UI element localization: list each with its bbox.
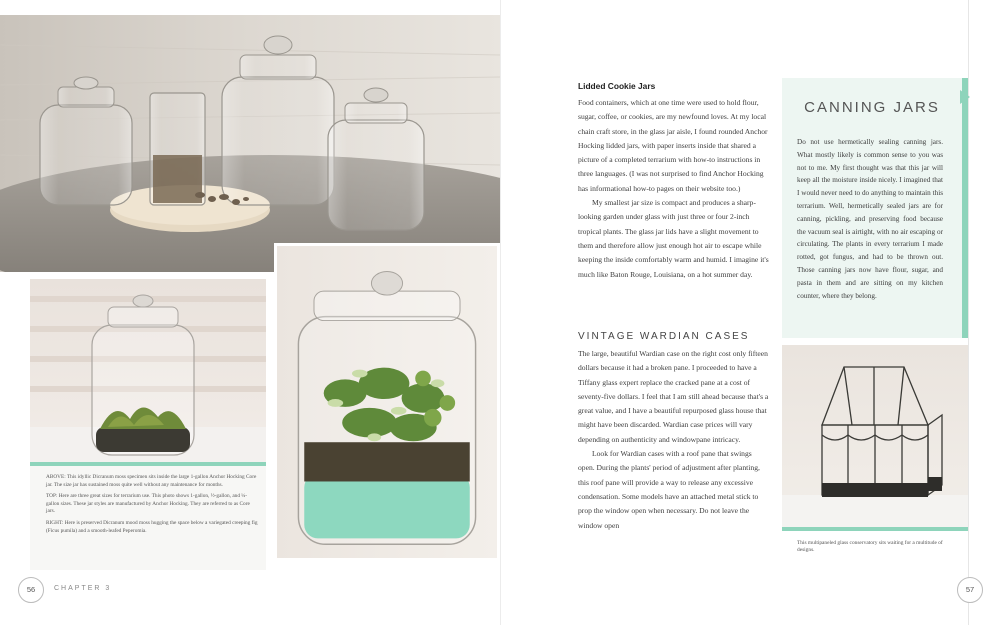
- three-glass-jars-photo: [0, 15, 500, 272]
- spread-divider: [500, 0, 501, 625]
- body-column-wardian: [578, 347, 770, 533]
- sidebar-title: CANNING JARS: [804, 99, 940, 116]
- page-number-right: 57: [957, 577, 983, 603]
- page-number-left: 56: [18, 577, 44, 603]
- caption-wardian: This multipaneled glass conservatory sits waiting for a multitude of designs.: [797, 540, 943, 554]
- chapter-label: CHAPTER 3: [54, 585, 112, 592]
- wardian-case-photo: [782, 345, 968, 527]
- sidebar-body: Do not use hermetically sealing canning jars. What mostly likely is common sense to you was not to me. My first thought was that this jar will keep all the moisture inside nicely. I imagined that I would never need to do anything to maintain this terrarium. Well, hermetically sealed jars are for canning, pickling, and preserving food because the vacuum seal is airtight, with no air escaping or circulating. The plants in every terrarium I made rotted, got fungus, and had to be thrown out. Those canning jars now have flour, sugar, and pasta in them and are sitting on my kitchen counter, where they belong.: [797, 138, 943, 300]
- section-heading-cookie-jars: Lidded Cookie Jars: [578, 81, 656, 91]
- paragraph-1: Food containers, which at one time were used to hold flour, sugar, coffee, or cookies, are my newfound loves. At my local chain craft store, in the glass jar aisle, I found rounded Anchor Hocking lidded jars, with paper inserts inside that shared a picture of a completed terrarium with how-to instructions in three languages. (I was not surprised to find Anchor Hocking has informational how-to pages on their website too.): [578, 98, 768, 193]
- moss-jar-photo: [30, 279, 266, 462]
- fern-jar-photo: [274, 243, 500, 561]
- wardian-caption-accent-bar: [782, 527, 968, 531]
- paragraph-3: The large, beautiful Wardian case on the right cost only fifteen dollars because it had a broken pane. I proceeded to have a Tiffany glass expert replace the cracked pane at a cost of seventy-five dollars. I feel that I am still ahead because that's a great value, and I have a beautiful repurposed glass house that might have been discarded. Wardian case prices will vary depending on authenticity and windowpane intricacy.: [578, 349, 769, 444]
- caption-top: TOP: Here are three great sizes for terrarium use. This photo shows 1-gallon, ½-gallon, and ¼-gallon sizes. These jar styles are manufactured by Anchor Hocking. They are referred to as Core jars.: [46, 493, 250, 515]
- section-heading-wardian: VINTAGE WARDIAN CASES: [578, 331, 750, 342]
- body-column-cookie-jars: [578, 96, 770, 282]
- paragraph-2: My smallest jar size is compact and produces a sharp-looking garden under glass with just three or four 2-inch tropical plants. The glass jar lids have a slight movement to them and therefore allow just enough hot air to escape while keeping the inside comfortably warm and humid. I imagine it's much like Baton Rouge, Louisiana, on a hot summer day.: [578, 198, 769, 279]
- sidebar-accent-stripe: [962, 78, 968, 338]
- photo-captions: [30, 466, 266, 570]
- paragraph-4: Look for Wardian cases with a roof pane that swings open. During the plants' period of adjustment after planting, this roof pane will provide a way to release any excessive condensation. Some models have an attached metal stick to prop the window open when necessary. Do not leave the window open: [578, 449, 760, 530]
- caption-right: RIGHT: Here is preserved Dicranum mood moss hugging the space below a variegated creeping fig (Ficus pumila) and a smooth-leafed Peperomia.: [46, 519, 258, 534]
- caption-above: ABOVE: This idyllic Dicranum moss specimen sits inside the large 1-gallon Anchor Hocking Core jar. The size jar has sustained moss quite well without any maintenance for months.: [46, 474, 257, 488]
